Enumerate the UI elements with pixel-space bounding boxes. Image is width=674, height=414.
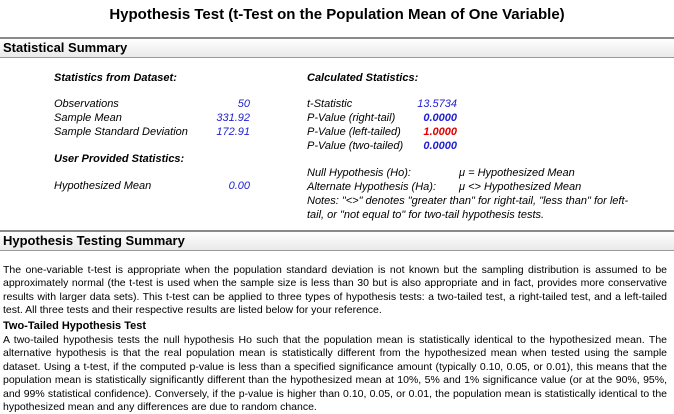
page-title: Hypothesis Test (t-Test on the Population Mean of One Variable): [109, 6, 565, 23]
value-sample-std-dev: 172.91: [216, 126, 250, 138]
label-hypothesized-mean: Hypothesized Mean: [54, 180, 152, 192]
section-header-hypothesis-testing-summary: [0, 232, 674, 251]
label-null-hypothesis: Null Hypothesis (Ho):: [307, 167, 411, 179]
section-title: Hypothesis Testing Summary: [3, 233, 185, 248]
intro-paragraph: The one-variable t-test is appropriate when the population standard deviation is not known but the sampling distribution is assumed to be approximately normal (the t-test is used when the sample size is less than 30 but is also appropriate and in fact, provides more conservative results with larger data sets). This t-test can be applied to three types of hypothesis tests: a two-tailed test, a right-tailed test, and a left-tailed test. All three tests and their respective results are listed below for your reference.: [3, 264, 667, 317]
label-p-value-left-tailed: P-Value (left-tailed): [307, 126, 401, 138]
two-tailed-paragraph: A two-tailed hypothesis tests the null hypothesis Ho such that the population mean is statistically identical to the hypothesized mean. The alternative hypothesis is that the real population mean is statistically different from the hypothesized mean when tested using the sample dataset. Using a t-test, if the computed p-value is less than a specified significance amount (typically 0.10, 0.05, or 0.01), this means that the population mean is statistically significantly different than the hypothesized mean at 10%, 5% and 1% significance value (or at the 90%, 95%, and 99% statistical confidence). Conversely, if the p-value is higher than 0.10, 0.05, or 0.01, the population mean is statistically identical to the hypothesized mean and any differences are due to random chance.: [3, 334, 667, 414]
notes-line-1: Notes: "<>" denotes "greater than" for right-tail, "less than" for left-: [307, 195, 629, 207]
value-sample-mean: 331.92: [216, 112, 250, 124]
value-hypothesized-mean: 0.00: [228, 180, 250, 192]
label-t-statistic: t-Statistic: [307, 98, 353, 110]
subheading-statistics-from-dataset: Statistics from Dataset:: [54, 72, 177, 84]
subheading-user-provided-statistics: User Provided Statistics:: [54, 153, 185, 165]
value-p-value-two-tailed: 0.0000: [423, 140, 457, 152]
value-p-value-left-tailed: 1.0000: [423, 126, 457, 138]
label-p-value-two-tailed: P-Value (two-tailed): [307, 140, 404, 152]
notes-line-2: tail, or "not equal to" for two-tail hypothesis tests.: [307, 209, 545, 221]
value-p-value-right-tail: 0.0000: [423, 112, 457, 124]
label-observations: Observations: [54, 98, 119, 110]
value-null-hypothesis: μ = Hypothesized Mean: [459, 167, 575, 179]
label-alternate-hypothesis: Alternate Hypothesis (Ha):: [307, 181, 436, 193]
value-alternate-hypothesis: μ <> Hypothesized Mean: [459, 181, 582, 193]
label-sample-mean: Sample Mean: [54, 112, 122, 124]
section-title: Statistical Summary: [3, 40, 128, 55]
value-t-statistic: 13.5734: [417, 98, 457, 110]
two-tailed-heading: Two-Tailed Hypothesis Test: [3, 320, 147, 332]
label-p-value-right-tail: P-Value (right-tail): [307, 112, 396, 124]
label-sample-std-dev: Sample Standard Deviation: [54, 126, 188, 138]
value-observations: 50: [237, 98, 250, 110]
subheading-calculated-statistics: Calculated Statistics:: [307, 72, 419, 84]
section-header-statistical-summary: [0, 39, 674, 58]
